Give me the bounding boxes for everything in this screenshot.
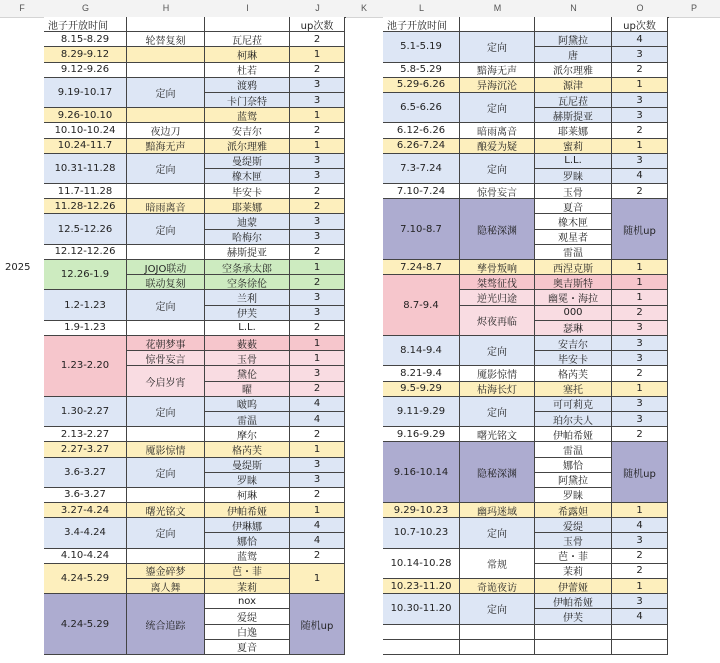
up-count-cell[interactable]: 4 [612, 32, 668, 47]
header-event[interactable] [127, 17, 205, 32]
event-cell[interactable]: 奇诡夜访 [460, 579, 535, 594]
character-cell[interactable]: 000 [535, 306, 612, 321]
date-cell[interactable]: 2.27-3.27 [44, 442, 127, 457]
character-cell[interactable]: 玉骨 [205, 351, 290, 366]
up-count-cell[interactable]: 2 [612, 184, 668, 199]
character-cell[interactable]: 杜若 [205, 63, 290, 78]
character-cell[interactable]: 珀尔夫人 [535, 412, 612, 427]
up-count-cell[interactable]: 3 [612, 533, 668, 548]
character-cell[interactable]: 橡木匣 [205, 169, 290, 184]
event-cell[interactable]: 异海沉沦 [460, 78, 535, 93]
up-count-cell[interactable]: 2 [290, 427, 345, 442]
character-cell[interactable]: 伊蕾娅 [535, 579, 612, 594]
up-count-cell[interactable]: 4 [290, 412, 345, 427]
character-cell[interactable]: 耶莱娜 [535, 123, 612, 138]
character-cell[interactable]: 伊帕希娅 [535, 594, 612, 609]
column-letter-L[interactable]: L [418, 3, 424, 13]
up-count-cell[interactable]: 3 [612, 93, 668, 108]
up-count-cell[interactable]: 4 [290, 518, 345, 533]
character-cell[interactable]: 格芮芙 [205, 442, 290, 457]
up-count-cell[interactable]: 1 [612, 579, 668, 594]
character-cell[interactable]: 黛伦 [205, 366, 290, 381]
character-cell[interactable]: 毕安卡 [205, 184, 290, 199]
event-cell[interactable]: 鎏金碎梦 [127, 564, 205, 579]
event-cell[interactable]: 统合追踪 [127, 594, 205, 655]
date-cell[interactable]: 8.7-9.4 [383, 275, 460, 336]
up-count-cell[interactable]: 1 [290, 108, 345, 123]
event-cell[interactable]: 魇影惊情 [460, 366, 535, 381]
event-cell[interactable] [127, 47, 205, 62]
date-cell[interactable]: 5.8-5.29 [383, 63, 460, 78]
up-count-cell[interactable]: 3 [290, 169, 345, 184]
event-cell[interactable]: 定向 [460, 594, 535, 624]
up-count-cell[interactable]: 3 [612, 154, 668, 169]
event-cell[interactable]: 惊骨妄言 [460, 184, 535, 199]
event-cell[interactable] [127, 321, 205, 336]
event-cell[interactable]: 黯海无声 [127, 139, 205, 154]
up-count-cell[interactable]: 2 [290, 382, 345, 397]
date-cell[interactable]: 10.30-11.20 [383, 594, 460, 624]
character-cell[interactable]: 蓝鸳 [205, 549, 290, 564]
character-cell[interactable]: 唐 [535, 47, 612, 62]
column-letter-I[interactable]: I [246, 3, 249, 13]
event-cell[interactable]: 花朝梦事 [127, 336, 205, 351]
event-cell[interactable]: 定向 [460, 518, 535, 548]
character-cell[interactable]: 瓦尼菈 [535, 93, 612, 108]
character-cell[interactable]: 格芮芙 [535, 366, 612, 381]
empty-cell[interactable] [383, 640, 460, 655]
date-cell[interactable]: 3.6-3.27 [44, 488, 127, 503]
character-cell[interactable]: 罗睐 [205, 473, 290, 488]
up-count-cell[interactable]: 随机up [612, 442, 668, 503]
column-letter-P[interactable]: P [690, 3, 697, 13]
event-cell[interactable]: 暗雨离音 [460, 123, 535, 138]
date-cell[interactable]: 1.23-2.20 [44, 336, 127, 397]
event-cell[interactable]: 暗雨离音 [127, 199, 205, 214]
empty-cell[interactable] [535, 625, 612, 640]
character-cell[interactable]: 派尔理雅 [205, 139, 290, 154]
date-cell[interactable]: 10.14-10.28 [383, 549, 460, 579]
date-cell[interactable]: 9.19-10.17 [44, 78, 127, 108]
event-cell[interactable]: 定向 [127, 290, 205, 320]
date-cell[interactable]: 7.10-7.24 [383, 184, 460, 199]
character-cell[interactable]: 雷温 [205, 412, 290, 427]
character-cell[interactable]: 伊芙 [535, 609, 612, 624]
character-cell[interactable]: 玉骨 [535, 533, 612, 548]
date-cell[interactable]: 10.24-11.7 [44, 139, 127, 154]
character-cell[interactable]: 娜恰 [205, 533, 290, 548]
date-cell[interactable]: 3.4-4.24 [44, 518, 127, 548]
character-cell[interactable]: 白逸 [205, 625, 290, 640]
column-letter-O[interactable]: O [636, 3, 644, 13]
character-cell[interactable]: 茉莉 [205, 579, 290, 594]
up-count-cell[interactable]: 3 [612, 397, 668, 412]
header-character[interactable] [205, 17, 290, 32]
column-letter-N[interactable]: N [570, 3, 577, 13]
event-cell[interactable]: 曙光铭文 [127, 503, 205, 518]
up-count-cell[interactable]: 2 [290, 184, 345, 199]
date-cell[interactable]: 9.26-10.10 [44, 108, 127, 123]
empty-cell[interactable] [612, 640, 668, 655]
header-up-count[interactable]: up次数 [612, 17, 668, 32]
up-count-cell[interactable]: 随机up [290, 594, 345, 655]
up-count-cell[interactable]: 1 [290, 442, 345, 457]
character-cell[interactable]: 哈梅尔 [205, 230, 290, 245]
up-count-cell[interactable]: 2 [290, 245, 345, 260]
character-cell[interactable]: 奥吉斯特 [535, 275, 612, 290]
header-up-count[interactable]: up次数 [290, 17, 345, 32]
character-cell[interactable]: 蜜莉 [535, 139, 612, 154]
empty-cell[interactable] [460, 625, 535, 640]
event-cell[interactable]: 黯海无声 [460, 63, 535, 78]
event-cell[interactable]: 定向 [127, 154, 205, 184]
event-cell[interactable]: 定向 [460, 397, 535, 427]
event-cell[interactable]: 联动复刻 [127, 275, 205, 290]
date-cell[interactable]: 8.15-8.29 [44, 32, 127, 47]
character-cell[interactable]: 安吉尔 [535, 336, 612, 351]
character-cell[interactable]: 摩尔 [205, 427, 290, 442]
character-cell[interactable]: 毕安卡 [535, 351, 612, 366]
date-cell[interactable]: 11.7-11.28 [44, 184, 127, 199]
up-count-cell[interactable]: 3 [290, 93, 345, 108]
character-cell[interactable]: 曜 [205, 382, 290, 397]
year-label: 2025 [5, 262, 31, 273]
event-cell[interactable]: 定向 [460, 336, 535, 366]
date-cell[interactable]: 10.23-11.20 [383, 579, 460, 594]
up-count-cell[interactable]: 2 [612, 427, 668, 442]
date-cell[interactable]: 6.26-7.24 [383, 139, 460, 154]
up-count-cell[interactable]: 3 [290, 230, 345, 245]
character-cell[interactable]: 源津 [535, 78, 612, 93]
character-cell[interactable]: 空条徐伦 [205, 275, 290, 290]
up-count-cell[interactable]: 3 [612, 47, 668, 62]
date-cell[interactable]: 10.10-10.24 [44, 123, 127, 138]
column-header-bar [0, 0, 720, 18]
up-count-cell[interactable]: 3 [290, 154, 345, 169]
date-cell[interactable]: 9.12-9.26 [44, 63, 127, 78]
event-cell[interactable]: 隐秘深渊 [460, 442, 535, 503]
character-cell[interactable]: 夏音 [535, 199, 612, 214]
date-cell[interactable]: 12.26-1.9 [44, 260, 127, 290]
date-cell[interactable]: 2.13-2.27 [44, 427, 127, 442]
character-cell[interactable]: L.L. [205, 321, 290, 336]
character-cell[interactable]: 芭・菲 [205, 564, 290, 579]
character-cell[interactable]: 蓝鸳 [205, 108, 290, 123]
character-cell[interactable]: 伊芙 [205, 306, 290, 321]
character-cell[interactable]: 兰利 [205, 290, 290, 305]
event-cell[interactable] [127, 488, 205, 503]
character-cell[interactable]: 雷温 [535, 245, 612, 260]
event-cell[interactable]: 定向 [127, 397, 205, 427]
up-count-cell[interactable]: 4 [612, 518, 668, 533]
event-cell[interactable]: 烬夜再临 [460, 306, 535, 336]
character-cell[interactable]: 派尔理雅 [535, 63, 612, 78]
up-count-cell[interactable]: 1 [612, 503, 668, 518]
character-cell[interactable]: nox [205, 594, 290, 609]
up-count-cell[interactable]: 3 [290, 458, 345, 473]
up-count-cell[interactable]: 随机up [612, 199, 668, 260]
character-cell[interactable]: 玉骨 [535, 184, 612, 199]
date-cell[interactable]: 1.30-2.27 [44, 397, 127, 427]
date-cell[interactable]: 11.28-12.26 [44, 199, 127, 214]
event-cell[interactable]: 定向 [127, 78, 205, 108]
character-cell[interactable]: 娜恰 [535, 458, 612, 473]
character-cell[interactable]: 迪蒙 [205, 214, 290, 229]
character-cell[interactable]: 柯琳 [205, 488, 290, 503]
character-cell[interactable]: 可可莉克 [535, 397, 612, 412]
event-cell[interactable]: 枯海长灯 [460, 382, 535, 397]
character-cell[interactable]: 西涅克斯 [535, 260, 612, 275]
up-count-cell[interactable]: 3 [612, 336, 668, 351]
character-cell[interactable]: 伊帕希娅 [535, 427, 612, 442]
date-cell[interactable]: 7.24-8.7 [383, 260, 460, 275]
character-cell[interactable]: 曼缇斯 [205, 154, 290, 169]
character-cell[interactable]: 伊琳娜 [205, 518, 290, 533]
date-cell[interactable]: 6.5-6.26 [383, 93, 460, 123]
character-cell[interactable]: 罗睐 [535, 169, 612, 184]
date-cell[interactable]: 7.3-7.24 [383, 154, 460, 184]
up-count-cell[interactable]: 3 [290, 366, 345, 381]
character-cell[interactable]: 阿黛拉 [535, 32, 612, 47]
date-cell[interactable]: 7.10-8.7 [383, 199, 460, 260]
up-count-cell[interactable]: 3 [612, 108, 668, 123]
up-count-cell[interactable]: 2 [612, 564, 668, 579]
character-cell[interactable]: 罗睐 [535, 488, 612, 503]
up-count-cell[interactable]: 2 [290, 321, 345, 336]
event-cell[interactable] [127, 427, 205, 442]
up-count-cell[interactable]: 1 [290, 260, 345, 275]
character-cell[interactable]: 爱缇 [205, 609, 290, 624]
event-cell[interactable]: 离人舞 [127, 579, 205, 594]
header-event[interactable] [460, 17, 535, 32]
character-cell[interactable]: 橡木匣 [535, 214, 612, 229]
character-cell[interactable]: 阿黛拉 [535, 473, 612, 488]
character-cell[interactable]: 幽冕・海拉 [535, 290, 612, 305]
up-count-cell[interactable]: 1 [290, 351, 345, 366]
date-cell[interactable]: 3.6-3.27 [44, 458, 127, 488]
up-count-cell[interactable]: 1 [290, 503, 345, 518]
event-cell[interactable] [127, 549, 205, 564]
date-cell[interactable]: 5.29-6.26 [383, 78, 460, 93]
up-count-cell[interactable]: 2 [290, 199, 345, 214]
date-cell[interactable]: 9.16-10.14 [383, 442, 460, 503]
up-count-cell[interactable]: 3 [290, 473, 345, 488]
up-count-cell[interactable]: 2 [612, 366, 668, 381]
up-count-cell[interactable]: 2 [612, 63, 668, 78]
date-cell[interactable]: 10.31-11.28 [44, 154, 127, 184]
up-count-cell[interactable]: 2 [290, 32, 345, 47]
character-cell[interactable]: 观星者 [535, 230, 612, 245]
event-cell[interactable]: 定向 [460, 32, 535, 62]
character-cell[interactable]: 伊帕希娅 [205, 503, 290, 518]
date-cell[interactable]: 12.5-12.26 [44, 214, 127, 244]
date-cell[interactable]: 5.1-5.19 [383, 32, 460, 62]
character-cell[interactable]: 安吉尔 [205, 123, 290, 138]
up-count-cell[interactable]: 2 [290, 275, 345, 290]
up-count-cell[interactable]: 1 [612, 290, 668, 305]
date-cell[interactable]: 12.12-12.26 [44, 245, 127, 260]
up-count-cell[interactable]: 1 [290, 336, 345, 351]
up-count-cell[interactable]: 3 [612, 594, 668, 609]
empty-cell[interactable] [383, 625, 460, 640]
event-cell[interactable]: 酿爱为疑 [460, 139, 535, 154]
event-cell[interactable]: 轮替复刻 [127, 32, 205, 47]
character-cell[interactable]: 雷温 [535, 442, 612, 457]
up-count-cell[interactable]: 2 [290, 488, 345, 503]
event-cell[interactable]: 桀骜征伐 [460, 275, 535, 290]
character-cell[interactable]: 柯琳 [205, 47, 290, 62]
event-cell[interactable] [127, 245, 205, 260]
up-count-cell[interactable]: 2 [612, 549, 668, 564]
up-count-cell[interactable]: 2 [290, 123, 345, 138]
up-count-cell[interactable]: 1 [612, 139, 668, 154]
up-count-cell[interactable]: 1 [612, 260, 668, 275]
header-character[interactable] [535, 17, 612, 32]
up-count-cell[interactable]: 1 [612, 78, 668, 93]
event-cell[interactable] [127, 108, 205, 123]
character-cell[interactable]: 夏音 [205, 640, 290, 655]
date-cell[interactable]: 4.24-5.29 [44, 564, 127, 594]
column-letter-G[interactable]: G [81, 3, 89, 13]
event-cell[interactable]: 定向 [127, 214, 205, 244]
character-cell[interactable]: 空条承太郎 [205, 260, 290, 275]
date-cell[interactable]: 8.29-9.12 [44, 47, 127, 62]
up-count-cell[interactable]: 2 [290, 63, 345, 78]
column-letter-K[interactable]: K [360, 3, 367, 13]
up-count-cell[interactable]: 3 [290, 290, 345, 305]
event-cell[interactable]: 幽玛迷域 [460, 503, 535, 518]
up-count-cell[interactable]: 1 [612, 275, 668, 290]
empty-cell[interactable] [460, 640, 535, 655]
character-cell[interactable]: L.L. [535, 154, 612, 169]
date-cell[interactable]: 4.24-5.29 [44, 594, 127, 655]
header-date[interactable]: 池子开放时间 [383, 17, 460, 32]
date-cell[interactable]: 1.2-1.23 [44, 290, 127, 320]
character-cell[interactable]: 薮薮 [205, 336, 290, 351]
event-cell[interactable]: 定向 [127, 458, 205, 488]
date-cell[interactable]: 8.14-9.4 [383, 336, 460, 366]
up-count-cell[interactable]: 3 [290, 306, 345, 321]
character-cell[interactable]: 茉莉 [535, 564, 612, 579]
event-cell[interactable]: 魇影惊情 [127, 442, 205, 457]
date-cell[interactable]: 1.9-1.23 [44, 321, 127, 336]
date-cell[interactable]: 6.12-6.26 [383, 123, 460, 138]
up-count-cell[interactable]: 2 [612, 123, 668, 138]
character-cell[interactable]: 瑟琳 [535, 321, 612, 336]
character-cell[interactable]: 赫斯提亚 [205, 245, 290, 260]
character-cell[interactable]: 卡门奈特 [205, 93, 290, 108]
event-cell[interactable]: 曙光铭文 [460, 427, 535, 442]
event-cell[interactable]: 定向 [460, 154, 535, 184]
event-cell[interactable]: 孳骨叛响 [460, 260, 535, 275]
up-count-cell[interactable]: 3 [612, 321, 668, 336]
up-count-cell[interactable]: 3 [612, 351, 668, 366]
character-cell[interactable]: 塞托 [535, 382, 612, 397]
character-cell[interactable]: 耶莱娜 [205, 199, 290, 214]
up-count-cell[interactable]: 1 [290, 47, 345, 62]
date-cell[interactable]: 9.11-9.29 [383, 397, 460, 427]
character-cell[interactable]: 渡鸦 [205, 78, 290, 93]
up-count-cell[interactable]: 4 [290, 397, 345, 412]
event-cell[interactable]: 常规 [460, 549, 535, 579]
event-cell[interactable] [127, 63, 205, 78]
up-count-cell[interactable]: 2 [612, 306, 668, 321]
event-cell[interactable]: 惊骨妄言 [127, 351, 205, 366]
character-cell[interactable]: 啵呜 [205, 397, 290, 412]
up-count-cell[interactable]: 1 [290, 139, 345, 154]
character-cell[interactable]: 曼缇斯 [205, 458, 290, 473]
up-count-cell[interactable]: 4 [290, 533, 345, 548]
character-cell[interactable]: 赫斯提亚 [535, 108, 612, 123]
character-cell[interactable]: 瓦尼菈 [205, 32, 290, 47]
column-letter-J[interactable]: J [315, 3, 320, 13]
up-count-cell[interactable]: 3 [290, 214, 345, 229]
date-cell[interactable]: 9.16-9.29 [383, 427, 460, 442]
event-cell[interactable]: 定向 [127, 518, 205, 548]
up-count-cell[interactable]: 4 [612, 169, 668, 184]
date-cell[interactable]: 3.27-4.24 [44, 503, 127, 518]
character-cell[interactable]: 芭・菲 [535, 549, 612, 564]
up-count-cell[interactable]: 1 [612, 382, 668, 397]
up-count-cell[interactable]: 3 [290, 78, 345, 93]
column-letter-H[interactable]: H [162, 3, 170, 13]
character-cell[interactable]: 希露妲 [535, 503, 612, 518]
event-cell[interactable]: 定向 [460, 93, 535, 123]
empty-cell[interactable] [612, 625, 668, 640]
date-cell[interactable]: 10.7-10.23 [383, 518, 460, 548]
empty-cell[interactable] [535, 640, 612, 655]
event-cell[interactable]: 逆光归途 [460, 290, 535, 305]
up-count-cell[interactable]: 2 [290, 549, 345, 564]
header-date[interactable]: 池子开放时间 [44, 17, 127, 32]
up-count-cell[interactable]: 1 [290, 564, 345, 594]
date-cell[interactable]: 4.10-4.24 [44, 549, 127, 564]
event-cell[interactable] [127, 184, 205, 199]
column-letter-F[interactable]: F [19, 3, 25, 13]
event-cell[interactable]: 隐秘深渊 [460, 199, 535, 260]
date-cell[interactable]: 9.29-10.23 [383, 503, 460, 518]
event-cell[interactable]: 今启岁宵 [127, 366, 205, 396]
date-cell[interactable]: 8.21-9.4 [383, 366, 460, 381]
event-cell[interactable]: 夜边刀 [127, 123, 205, 138]
up-count-cell[interactable]: 3 [612, 412, 668, 427]
up-count-cell[interactable]: 4 [612, 609, 668, 624]
column-letter-M[interactable]: M [493, 3, 502, 13]
event-cell[interactable]: JOJO联动 [127, 260, 205, 275]
character-cell[interactable]: 爱缇 [535, 518, 612, 533]
date-cell[interactable]: 9.5-9.29 [383, 382, 460, 397]
